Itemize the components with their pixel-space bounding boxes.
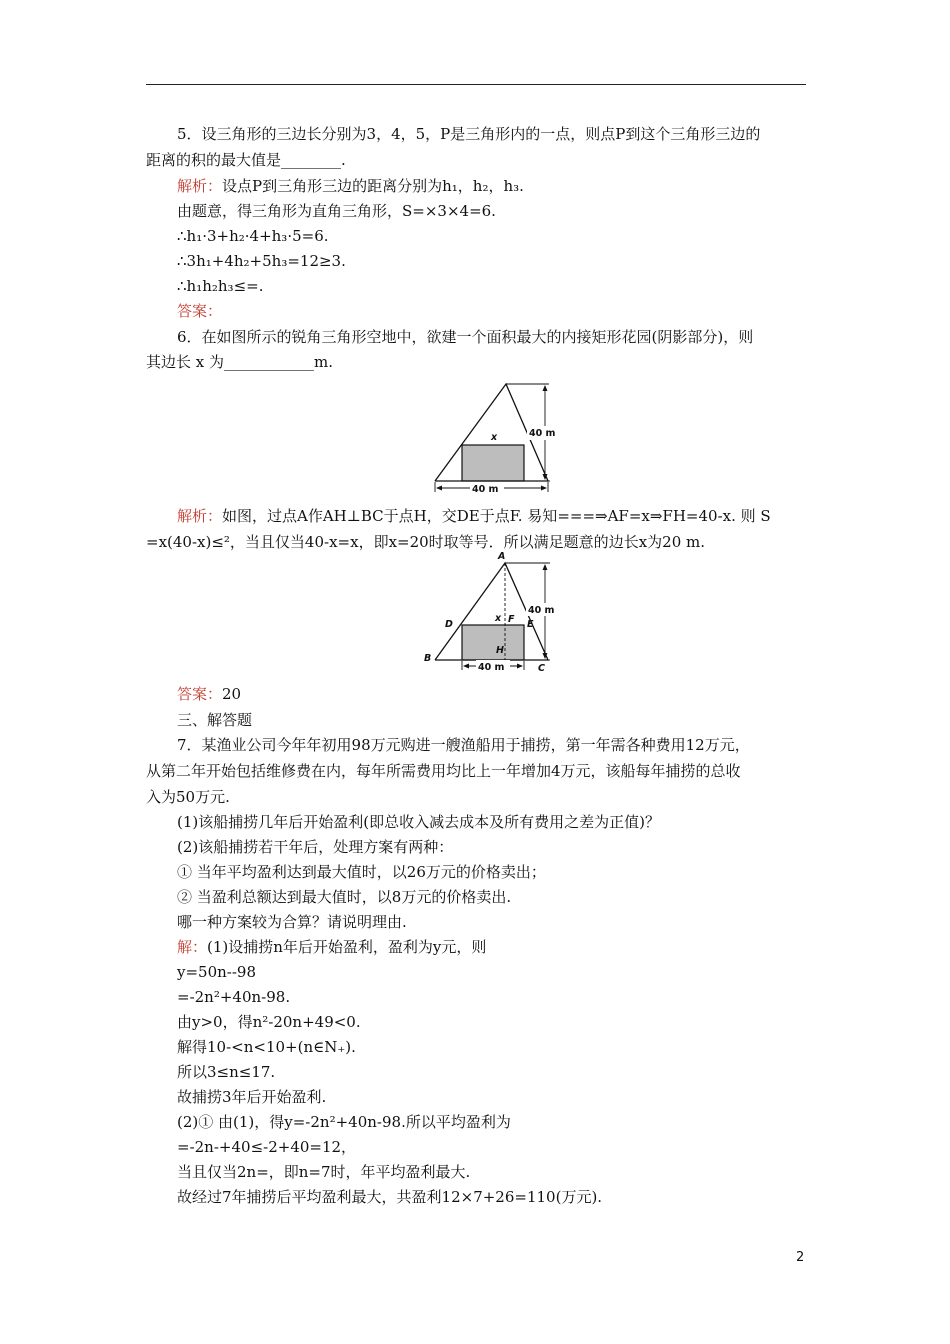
problem6-question-line1: 6．在如图所示的锐角三角形空地中，欲建一个面积最大的内接矩形花园(阴影部分)，则 — [177, 328, 754, 346]
problem7-solution-line6: 所以3≤n≤17. — [177, 1063, 276, 1081]
problem7-solution-line7: 故捕捞3年后开始盈利. — [177, 1088, 327, 1106]
inscribed-rectangle — [462, 445, 524, 481]
problem5-solution-line1 — [177, 176, 524, 196]
solution-text: (1)设捕捞n年后开始盈利，盈利为y元，则 — [207, 938, 487, 956]
solution-label: 解析： — [177, 177, 223, 195]
problem7-solution-line9: =-2n-+40≤-2+40=12， — [177, 1138, 357, 1156]
problem7-solution-line3: =-2n²+40n-98. — [177, 988, 291, 1006]
base-label: 40 m — [478, 662, 505, 673]
problem7-option2: ② 当盈利总额达到最大值时，以8万元的价格卖出. — [177, 888, 512, 906]
triangle-figure-2 — [418, 552, 568, 677]
answer-label: 答案： — [177, 685, 223, 703]
answer-value: 20 — [222, 685, 242, 703]
solution-label: 解： — [177, 938, 208, 956]
problem7-solution-line2: y=50n--98 — [177, 963, 257, 981]
base-label: 40 m — [472, 484, 499, 495]
problem7-solution-line10: 当且仅当2n=，即n=7时，年平均盈利最大. — [177, 1163, 471, 1181]
problem5-solution-line5: ∴h₁h₂h₃≤=. — [177, 277, 264, 295]
problem7-option1: ① 当年平均盈利达到最大值时，以26万元的价格卖出； — [177, 863, 546, 881]
problem6-solution-line2: =x(40-x)≤²，当且仅当40-x=x，即x=20时取等号．所以满足题意的边长x为20 m. — [146, 533, 705, 551]
point-C-label: C — [538, 663, 545, 674]
point-F-label: F — [508, 614, 515, 625]
height-label: 40 m — [529, 428, 556, 439]
problem6-answer — [177, 684, 241, 704]
problem7-solution-line8: (2)① 由(1)，得y=-2n²+40n-98.所以平均盈利为 — [177, 1113, 511, 1131]
problem7-question-end: 哪一种方案较为合算？请说明理由. — [177, 913, 407, 931]
page-number: 2 — [796, 1250, 805, 1265]
section-heading: 三、解答题 — [177, 711, 253, 729]
problem7-solution-line1 — [177, 937, 486, 957]
point-A-label: A — [498, 552, 506, 562]
header-rule — [146, 84, 806, 85]
problem7-question-line2: 从第二年开始包括维修费在内，每年所需费用均比上一年增加4万元，该船每年捕捞的总收 — [146, 762, 741, 780]
problem5-question-line1: 5．设三角形的三边长分别为3，4，5，P是三角形内的一点，则点P到这个三角形三边的 — [177, 125, 761, 143]
point-E-label: E — [527, 619, 534, 630]
solution-label: 解析： — [177, 507, 223, 525]
problem7-part1: (1)该船捕捞几年后开始盈利(即总收入减去成本及所有费用之差为正值)？ — [177, 813, 660, 831]
height-label: 40 m — [528, 605, 555, 616]
problem7-solution-line11: 故经过7年捕捞后平均盈利最大，共盈利12×7+26=110(万元). — [177, 1188, 603, 1206]
point-D-label: D — [445, 619, 453, 630]
problem7-solution-line5: 解得10-<n<10+(n∈N₊). — [177, 1038, 356, 1056]
problem7-question-line3: 入为50万元. — [146, 788, 230, 806]
solution-text: 如图，过点A作AH⊥BC于点H，交DE于点F. 易知===⇒AF=x⇒FH=40-x. 则 S — [222, 507, 771, 525]
point-H-label: H — [496, 645, 504, 656]
problem6-question-line2: 其边长 x 为____________m. — [146, 353, 333, 371]
problem5-solution-line4: ∴3h₁+4h₂+5h₃=12≥3. — [177, 252, 346, 270]
problem5-solution-line3: ∴h₁·3+h₂·4+h₃·5=6. — [177, 227, 329, 245]
triangle-figure-1 — [425, 378, 575, 498]
problem5-solution-line2: 由题意，得三角形为直角三角形，S=×3×4=6. — [177, 202, 496, 220]
problem7-solution-line4: 由y>0，得n²-20n+49<0. — [177, 1013, 361, 1031]
problem5-answer-label: 答案： — [177, 302, 223, 320]
problem5-question-line2: 距离的积的最大值是________. — [146, 151, 346, 169]
point-B-label: B — [424, 653, 432, 664]
problem6-solution-line1 — [177, 506, 771, 526]
inscribed-rectangle — [462, 625, 524, 660]
problem7-question-line1: 7．某渔业公司今年年初用98万元购进一艘渔船用于捕捞，第一年需各种费用12万元， — [177, 736, 750, 754]
x-label: x — [495, 613, 502, 624]
x-label: x — [491, 432, 498, 443]
solution-text: 设点P到三角形三边的距离分别为h₁，h₂，h₃. — [222, 177, 524, 195]
problem7-part2: (2)该船捕捞若干年后，处理方案有两种： — [177, 838, 454, 856]
